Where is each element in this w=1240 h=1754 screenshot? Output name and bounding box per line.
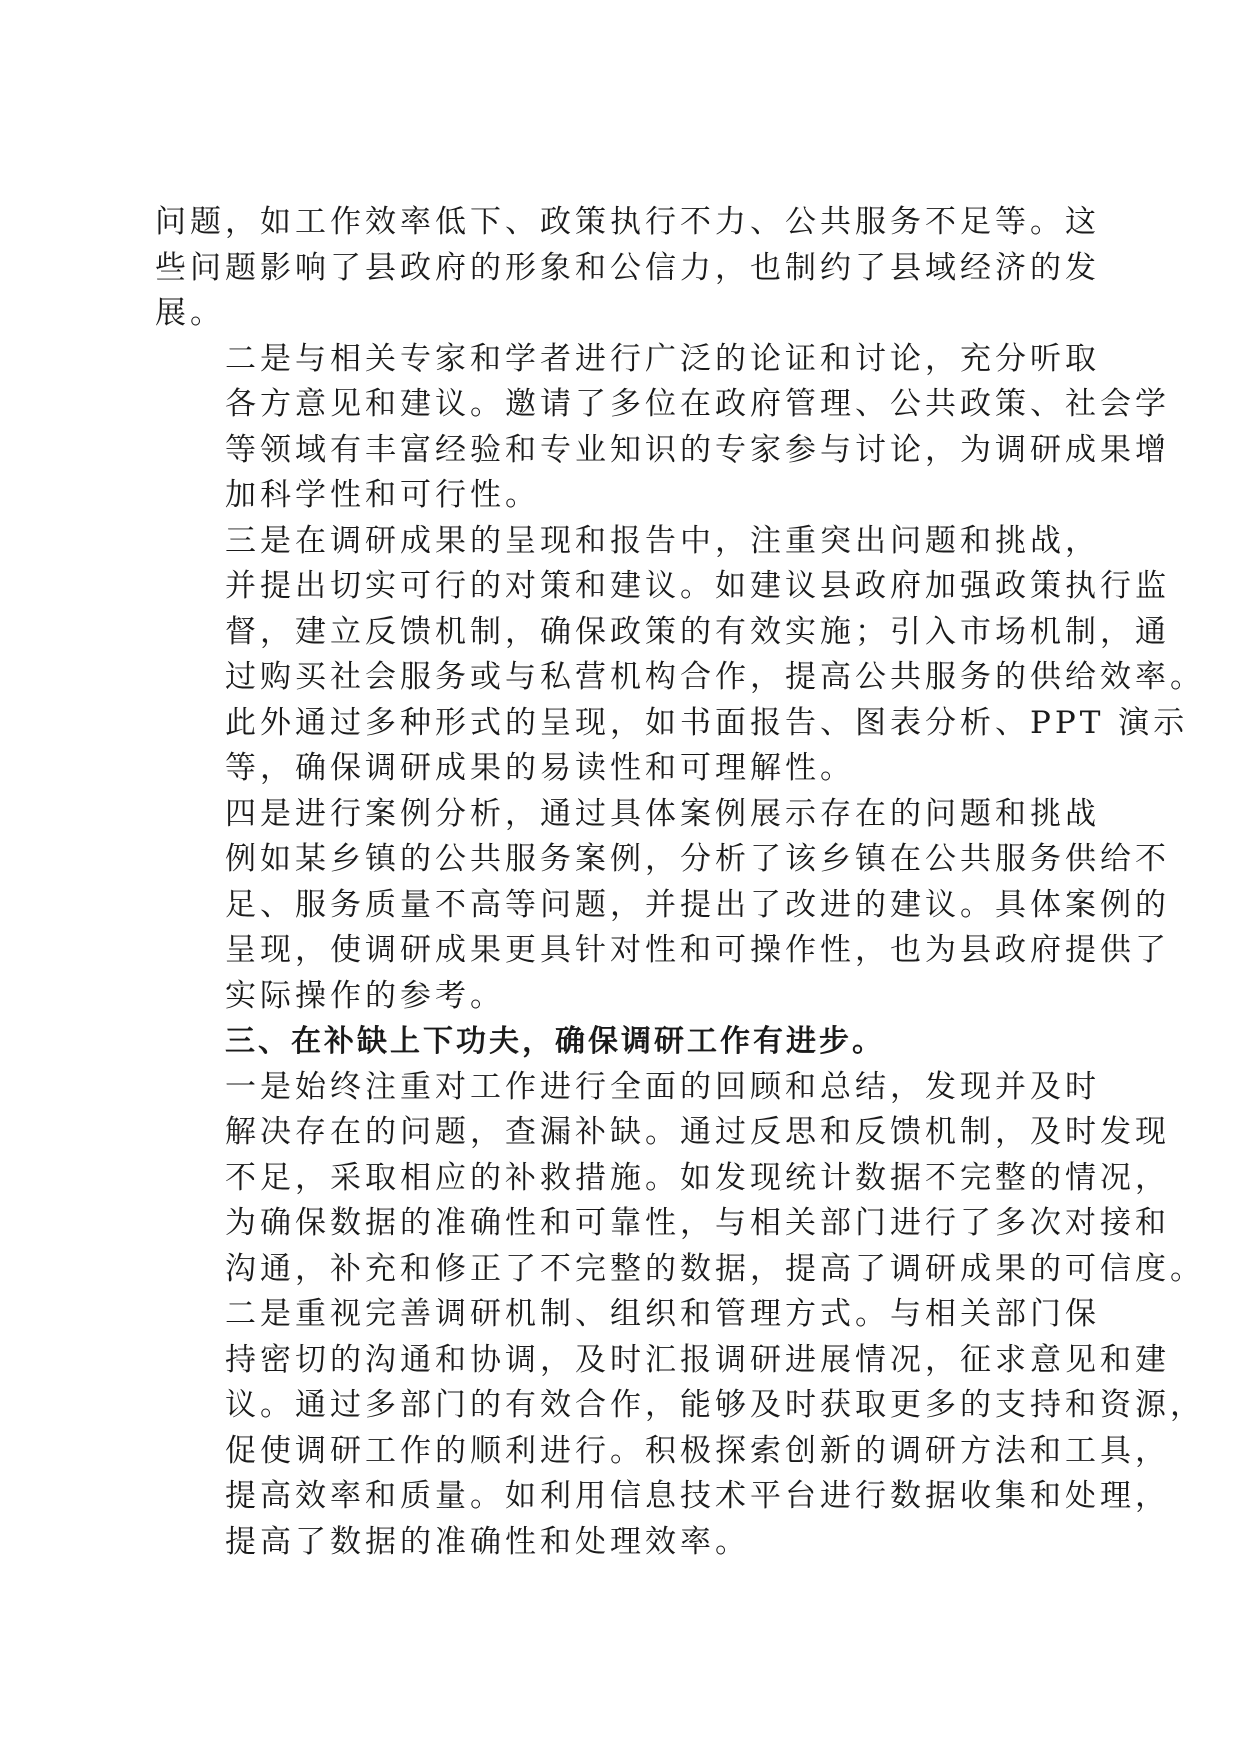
paragraph: [155, 200, 1100, 337]
paragraph: [155, 1292, 1205, 1565]
paragraph-line: 等，确保调研成果的易读性和可理解性。: [225, 750, 855, 786]
paragraph: [155, 1065, 1205, 1293]
paragraph-line: 一是始终注重对工作进行全面的回顾和总结，发现并及时: [225, 1068, 1100, 1105]
paragraph-line: 等领域有丰富经验和专业知识的专家参与讨论，为调研成果增: [225, 431, 1170, 468]
paragraph-line: 问题，如工作效率低下、政策执行不力、公共服务不足等。这: [155, 204, 1100, 240]
paragraph: [155, 792, 1170, 1020]
paragraph-line: 呈现，使调研成果更具针对性和可操作性，也为县政府提供了: [225, 932, 1170, 968]
paragraph-line: 解决存在的问题，查漏补缺。通过反思和反馈机制，及时发现: [225, 1114, 1170, 1150]
paragraph-line: 足、服务质量不高等问题，并提出了改进的建议。具体案例的: [225, 886, 1170, 923]
paragraph-line: 督，建立反馈机制，确保政策的有效实施；引入市场机制，通: [225, 613, 1170, 650]
section-heading: [155, 1019, 1085, 1065]
paragraph-line: 过购买社会服务或与私营机构合作，提高公共服务的供给效率。: [225, 659, 1205, 695]
paragraph-line: 此外通过多种形式的呈现，如书面报告、图表分析、PPT 演示: [225, 704, 1189, 741]
document-body: [155, 200, 1205, 1565]
paragraph-line: 各方意见和建议。邀请了多位在政府管理、公共政策、社会学: [225, 386, 1170, 422]
paragraph-line: 三是在调研成果的呈现和报告中，注重突出问题和挑战，: [225, 522, 1100, 559]
paragraph-line: 四是进行案例分析，通过具体案例展示存在的问题和挑战: [225, 795, 1100, 832]
paragraph-line: 并提出切实可行的对策和建议。如建议县政府加强政策执行监: [225, 568, 1170, 604]
paragraph-line: 些问题影响了县政府的形象和公信力，也制约了县域经济的发: [155, 249, 1100, 286]
paragraph-line: 持密切的沟通和协调，及时汇报调研进展情况，征求意见和建: [225, 1341, 1170, 1378]
paragraph-line: 促使调研工作的顺利进行。积极探索创新的调研方法和工具，: [225, 1432, 1170, 1469]
paragraph-line: 议。通过多部门的有效合作，能够及时获取更多的支持和资源，: [225, 1387, 1205, 1423]
paragraph-line: 例如某乡镇的公共服务案例，分析了该乡镇在公共服务供给不: [225, 841, 1170, 877]
paragraph-line: 加科学性和可行性。: [225, 477, 540, 513]
paragraph-line: 沟通，补充和修正了不完整的数据，提高了调研成果的可信度。: [225, 1250, 1205, 1287]
paragraph-line: 提高效率和质量。如利用信息技术平台进行数据收集和处理，: [225, 1478, 1170, 1514]
paragraph-line: 提高了数据的准确性和处理效率。: [225, 1523, 750, 1560]
paragraph: [155, 337, 1170, 519]
paragraph-line: 二是与相关专家和学者进行广泛的论证和讨论，充分听取: [225, 340, 1100, 377]
paragraph-line: 展。: [155, 295, 225, 331]
paragraph-line: 二是重视完善调研机制、组织和管理方式。与相关部门保: [225, 1296, 1100, 1332]
paragraph-line: 实际操作的参考。: [225, 977, 505, 1014]
paragraph-line: 为确保数据的准确性和可靠性，与相关部门进行了多次对接和: [225, 1205, 1170, 1241]
heading-text: 三、在补缺上下功夫，确保调研工作有进步。: [225, 1024, 885, 1059]
paragraph: [155, 519, 1205, 792]
paragraph-line: 不足，采取相应的补救措施。如发现统计数据不完整的情况，: [225, 1159, 1170, 1196]
